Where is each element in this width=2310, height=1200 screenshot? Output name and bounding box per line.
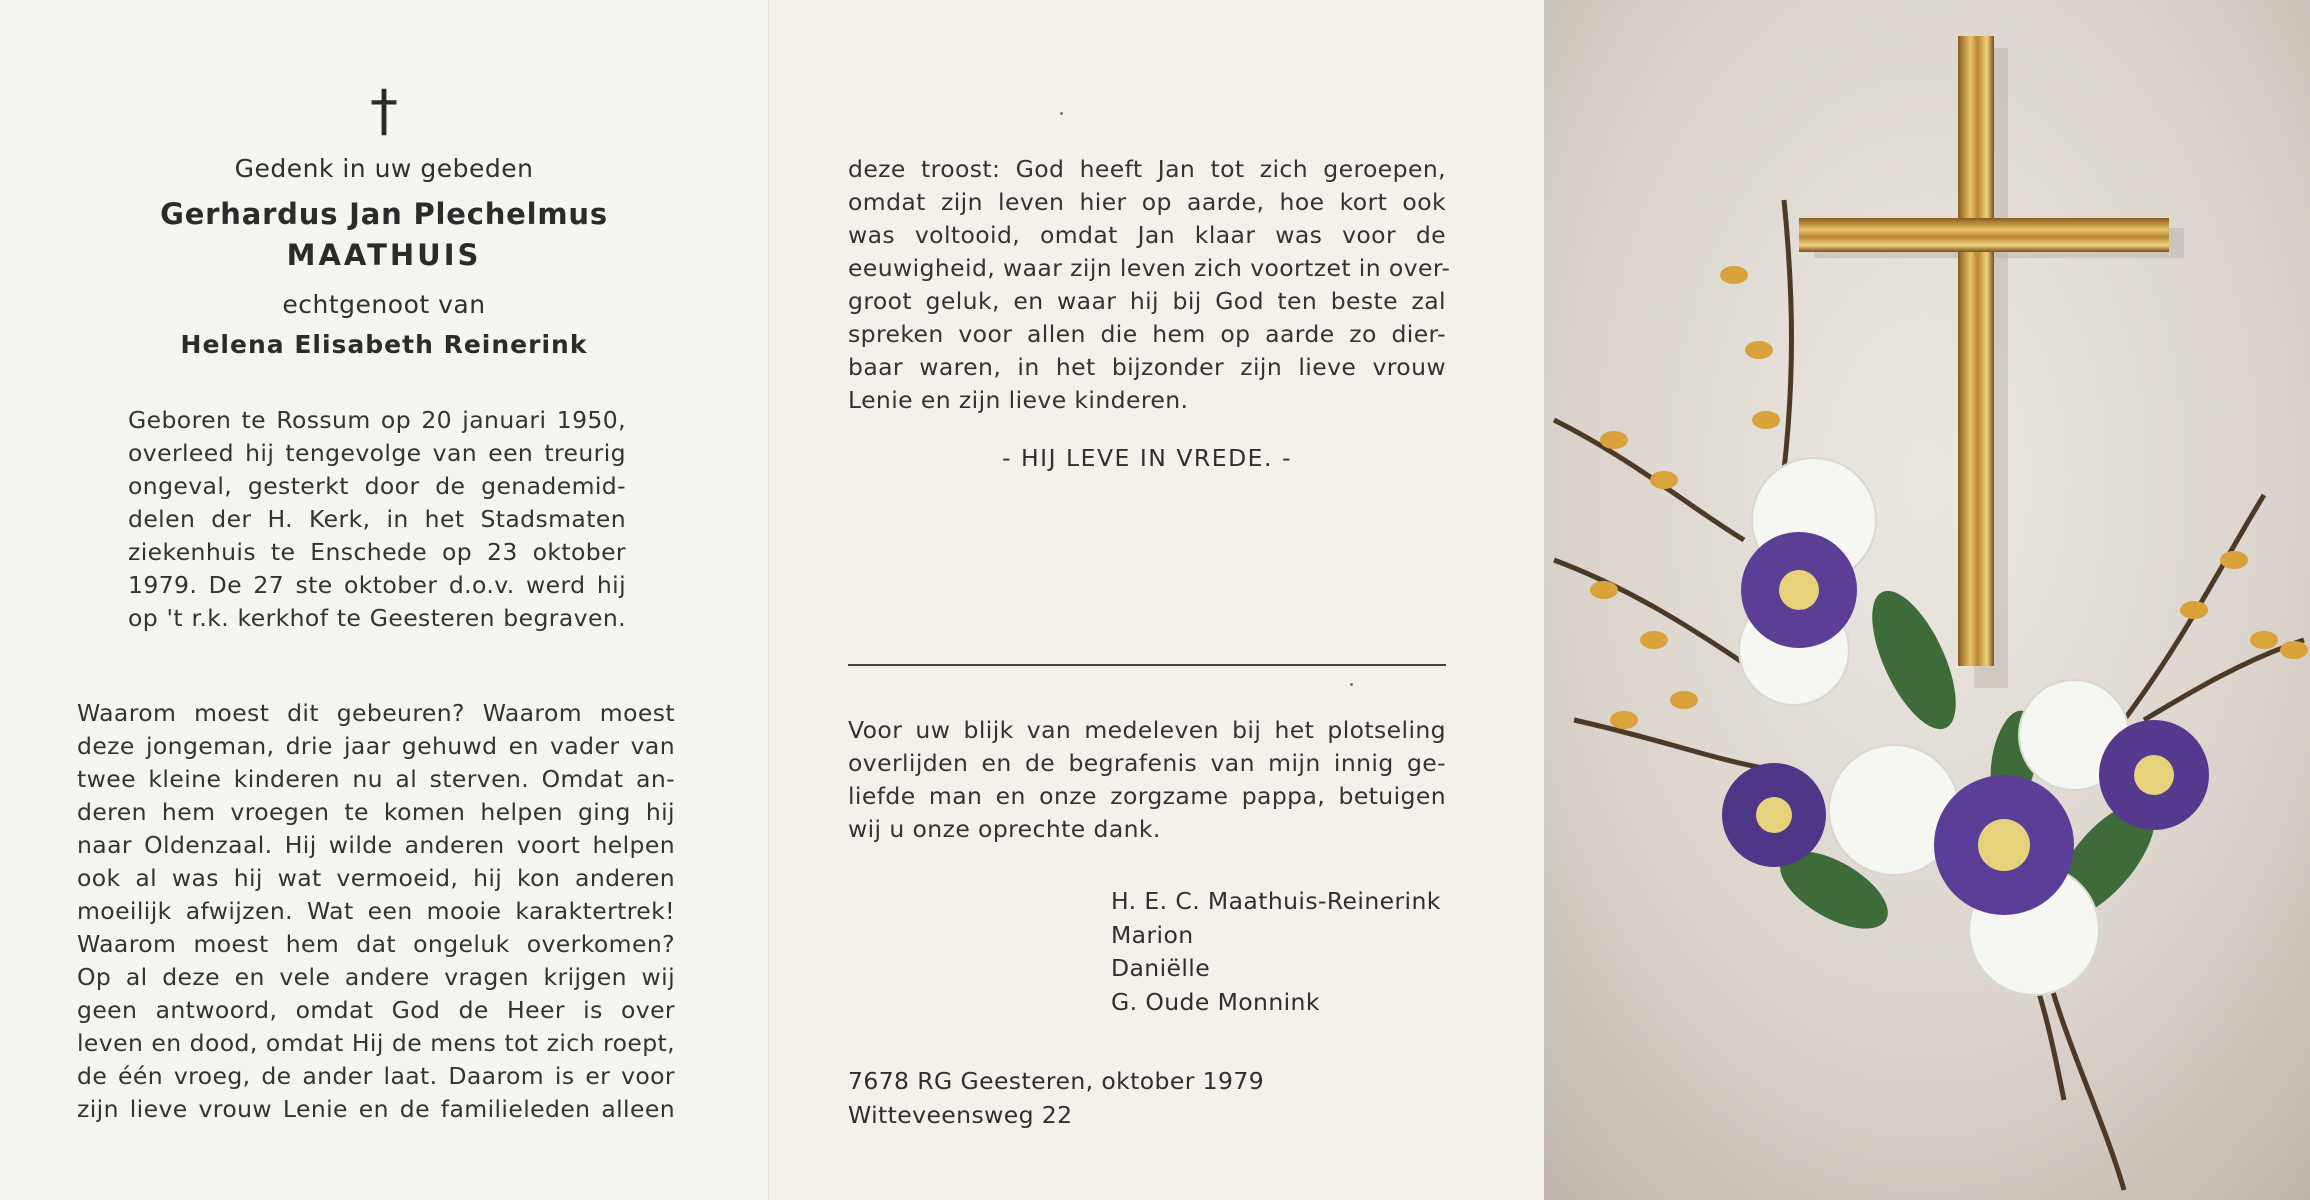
closing-blessing: - HIJ LEVE IN VREDE. - [1002,444,1292,472]
address-line-1: 7678 RG Geesteren, oktober 1979 [848,1067,1265,1095]
text-line: Lenie en zijn lieve kinderen. [848,386,1189,414]
cross-horizontal-bar [1799,218,2169,252]
thanks-text [848,714,1446,846]
text-line: deren hem vroegen te komen helpen ging hij [77,798,675,826]
paper-speck [1350,683,1353,686]
biography [128,404,626,635]
divider-line [848,664,1446,666]
relation-text: echtgenoot van [282,290,486,319]
text-line: leven en dood, omdat Hij de mens tot zich roept, [77,1029,675,1057]
text-line: wij u onze oprechte dank. [848,815,1161,843]
signatory: H. E. C. Maathuis-Reinerink [1111,887,1441,915]
address [848,1064,1264,1132]
reflection-text [77,697,675,1126]
intro-text: Gedenk in uw gebeden [234,154,534,183]
photo-panel [1544,0,2310,1200]
signatory: Daniëlle [1111,954,1211,982]
left-panel [0,0,768,1200]
consolation-text [848,153,1451,417]
text-line: deze troost: God heeft Jan tot zich geroepen, [848,155,1446,183]
bio-line: ziekenhuis te Enschede op 23 oktober [128,538,626,566]
bio-line: overleed hij tengevolge van een treurig [128,439,626,467]
text-line: Waarom moest hem dat ongeluk overkomen? [77,930,675,958]
bio-line: ongeval, gesterkt door de genademid- [128,472,626,500]
text-line: naar Oldenzaal. Hij wilde anderen voort helpen [77,831,675,859]
text-line: de één vroeg, de ander laat. Daarom is er voor [77,1062,675,1090]
text-line: was voltooid, omdat Jan klaar was voor de [848,221,1446,249]
text-line: Voor uw blijk van medeleven bij het plotseling [848,716,1446,744]
text-line: groot geluk, en waar hij bij God ten beste zal [848,287,1446,315]
text-line: Op al deze en vele andere vragen krijgen wij [77,963,675,991]
text-line: ook al was hij wat vermoeid, hij kon anderen [77,864,675,892]
cross-vertical-bar [1958,36,1994,666]
deceased-full-name: Gerhardus Jan Plechelmus [160,197,608,231]
text-line: zijn lieve vrouw Lenie en de familieleden alleen [77,1095,675,1123]
address-line-2: Witteveensweg 22 [848,1101,1073,1129]
signatories [1111,885,1441,1019]
signatory: Marion [1111,920,1194,949]
text-line: liefde man en onze zorgzame pappa, betuigen [848,782,1446,810]
text-line: deze jongeman, drie jaar gehuwd en vader van [77,732,675,760]
text-line: Waarom moest dit gebeuren? Waarom moest [77,699,675,727]
bio-line: delen der H. Kerk, in het Stadsmaten [128,505,626,533]
signatory: G. Oude Monnink [1111,987,1320,1016]
text-line: twee kleine kinderen nu al sterven. Omdat an- [77,765,675,793]
text-line: omdat zijn leven hier op aarde, hoe kort ook [848,188,1446,216]
text-line: moeilijk afwijzen. Wat een mooie karaktertrek! [77,897,675,925]
bio-line: Geboren te Rossum op 20 januari 1950, [128,406,626,434]
cross-flowers-image [1544,0,2310,1200]
text-line: overlijden en de begrafenis van mijn innig ge- [848,749,1446,777]
bio-line: 1979. De 27 ste oktober d.o.v. werd hij [128,571,626,599]
deceased-surname: MAATHUIS [286,238,482,272]
text-line: baar waren, in het bijzonder zijn lieve vrouw [848,353,1446,381]
paper-speck [1060,112,1063,115]
bio-line: op 't r.k. kerkhof te Geesteren begraven. [128,604,626,632]
text-line: eeuwigheid, waar zijn leven zich voortzet in over- [848,254,1451,282]
text-line: geen antwoord, omdat God de Heer is over [77,996,675,1024]
cross-symbol: † [370,79,398,144]
spouse-name: Helena Elisabeth Reinerink [180,330,588,359]
text-line: spreken voor allen die hem op aarde zo dier- [848,320,1446,348]
